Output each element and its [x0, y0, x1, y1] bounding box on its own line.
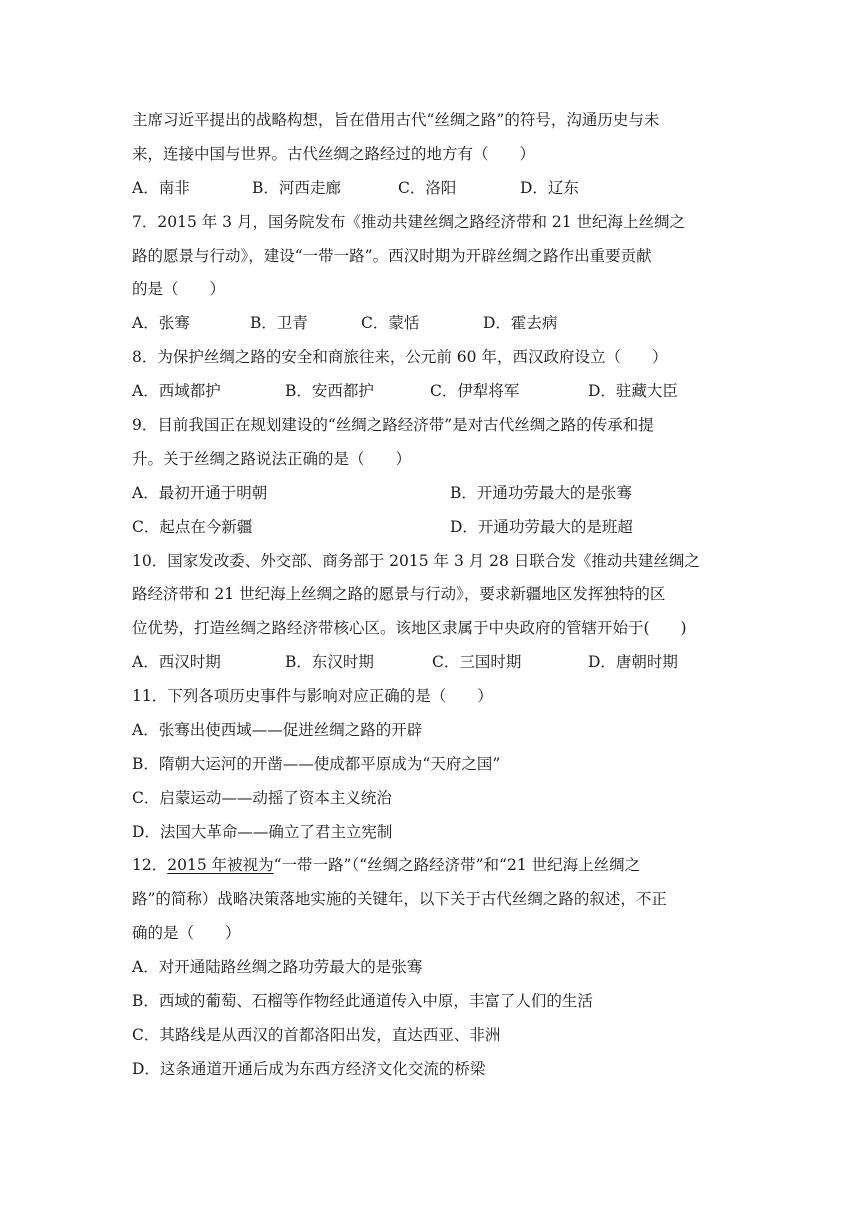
- question-12-line-3: 确的是（ ）: [132, 924, 241, 942]
- question-9-line-1: 9．目前我国正在规划建设的“丝绸之路经济带”是对古代丝绸之路的传承和提: [132, 416, 654, 434]
- option-c: C．伊犁将军: [430, 382, 520, 400]
- option-a: A．西汉时期: [132, 653, 221, 671]
- option-b: B．开通功劳最大的是张骞: [450, 484, 632, 502]
- question-12-line-2: 路”的简称）战略决策落地实施的关键年，以下关于古代丝绸之路的叙述，不正: [132, 890, 667, 908]
- question-number: 12．: [132, 856, 168, 874]
- question-7-line-3: 的是（ ）: [132, 280, 226, 298]
- option-d: D．开通功劳最大的是班超: [450, 518, 633, 536]
- option-a: A．西域都护: [132, 382, 221, 400]
- option-a: A．张骞: [132, 314, 190, 332]
- option-c: C．起点在今新疆: [132, 518, 253, 536]
- option-c: C．洛阳: [398, 179, 457, 197]
- question-12-option-a: A．对开通陆路丝绸之路功劳最大的是张骞: [132, 958, 423, 976]
- option-a: A．南非: [132, 179, 190, 197]
- option-b: B．河西走廊: [252, 179, 341, 197]
- question-8-line-1: 8．为保护丝绸之路的安全和商旅往来，公元前 60 年，西汉政府设立（ ）: [132, 348, 668, 366]
- option-b: B．卫青: [250, 314, 308, 332]
- question-6-line-2: 来，连接中国与世界。古代丝绸之路经过的地方有（ ）: [132, 145, 536, 163]
- question-10-line-1: 10．国家发改委、外交部、商务部于 2015 年 3 月 28 日联合发《推动共建丝绸之: [132, 552, 700, 570]
- question-10-line-3: 位优势，打造丝绸之路经济带核心区。该地区隶属于中央政府的管辖开始于( ): [132, 619, 687, 637]
- question-9-line-2: 升。关于丝绸之路说法正确的是（ ）: [132, 450, 412, 468]
- option-c: C．蒙恬: [361, 314, 420, 332]
- question-6-line-1: 主席习近平提出的战略构想，旨在借用古代“丝绸之路”的符号，沟通历史与未: [132, 111, 660, 129]
- option-d: D．驻藏大臣: [588, 382, 678, 400]
- question-11-line-1: 11．下列各项历史事件与影响对应正确的是（ ）: [132, 687, 493, 705]
- question-12-option-c: C．其路线是从西汉的首都洛阳出发，直达西亚、非洲: [132, 1026, 501, 1044]
- question-12-option-d: D．这条通道开通后成为东西方经济文化交流的桥梁: [132, 1060, 486, 1078]
- question-10-line-2: 路经济带和 21 世纪海上丝绸之路的愿景与行动》，要求新疆地区发挥独特的区: [132, 585, 666, 603]
- underlined-phrase: 2015 年被视为: [167, 856, 274, 874]
- question-12-option-b: B．西域的葡萄、石榴等作物经此通道传入中原，丰富了人们的生活: [132, 992, 593, 1010]
- question-11-option-c: C．启蒙运动——动摇了资本主义统治: [132, 789, 392, 807]
- question-11-option-a: A．张骞出使西域——促进丝绸之路的开辟: [132, 721, 423, 739]
- question-11-option-d: D．法国大革命——确立了君主立宪制: [132, 823, 393, 841]
- option-d: D．辽东: [520, 179, 579, 197]
- option-a: A．最初开通于明朝: [132, 484, 268, 502]
- option-d: D．霍去病: [483, 314, 558, 332]
- option-b: B．安西都护: [285, 382, 374, 400]
- question-12-line-1-rest: “一带一路”（“丝绸之路经济带”和“21 世纪海上丝绸之: [273, 856, 641, 874]
- question-7-line-2: 路的愿景与行动》，建设“一带一路”。西汉时期为开辟丝绸之路作出重要贡献: [132, 247, 652, 265]
- option-c: C．三国时期: [432, 653, 522, 671]
- option-d: D．唐朝时期: [588, 653, 678, 671]
- question-7-line-1: 7．2015 年 3 月，国务院发布《推动共建丝绸之路经济带和 21 世纪海上丝绸之: [132, 213, 686, 231]
- question-12-line-1: [132, 855, 732, 875]
- question-11-option-b: B．隋朝大运河的开凿——使成都平原成为“天府之国”: [132, 755, 501, 773]
- option-b: B．东汉时期: [285, 653, 374, 671]
